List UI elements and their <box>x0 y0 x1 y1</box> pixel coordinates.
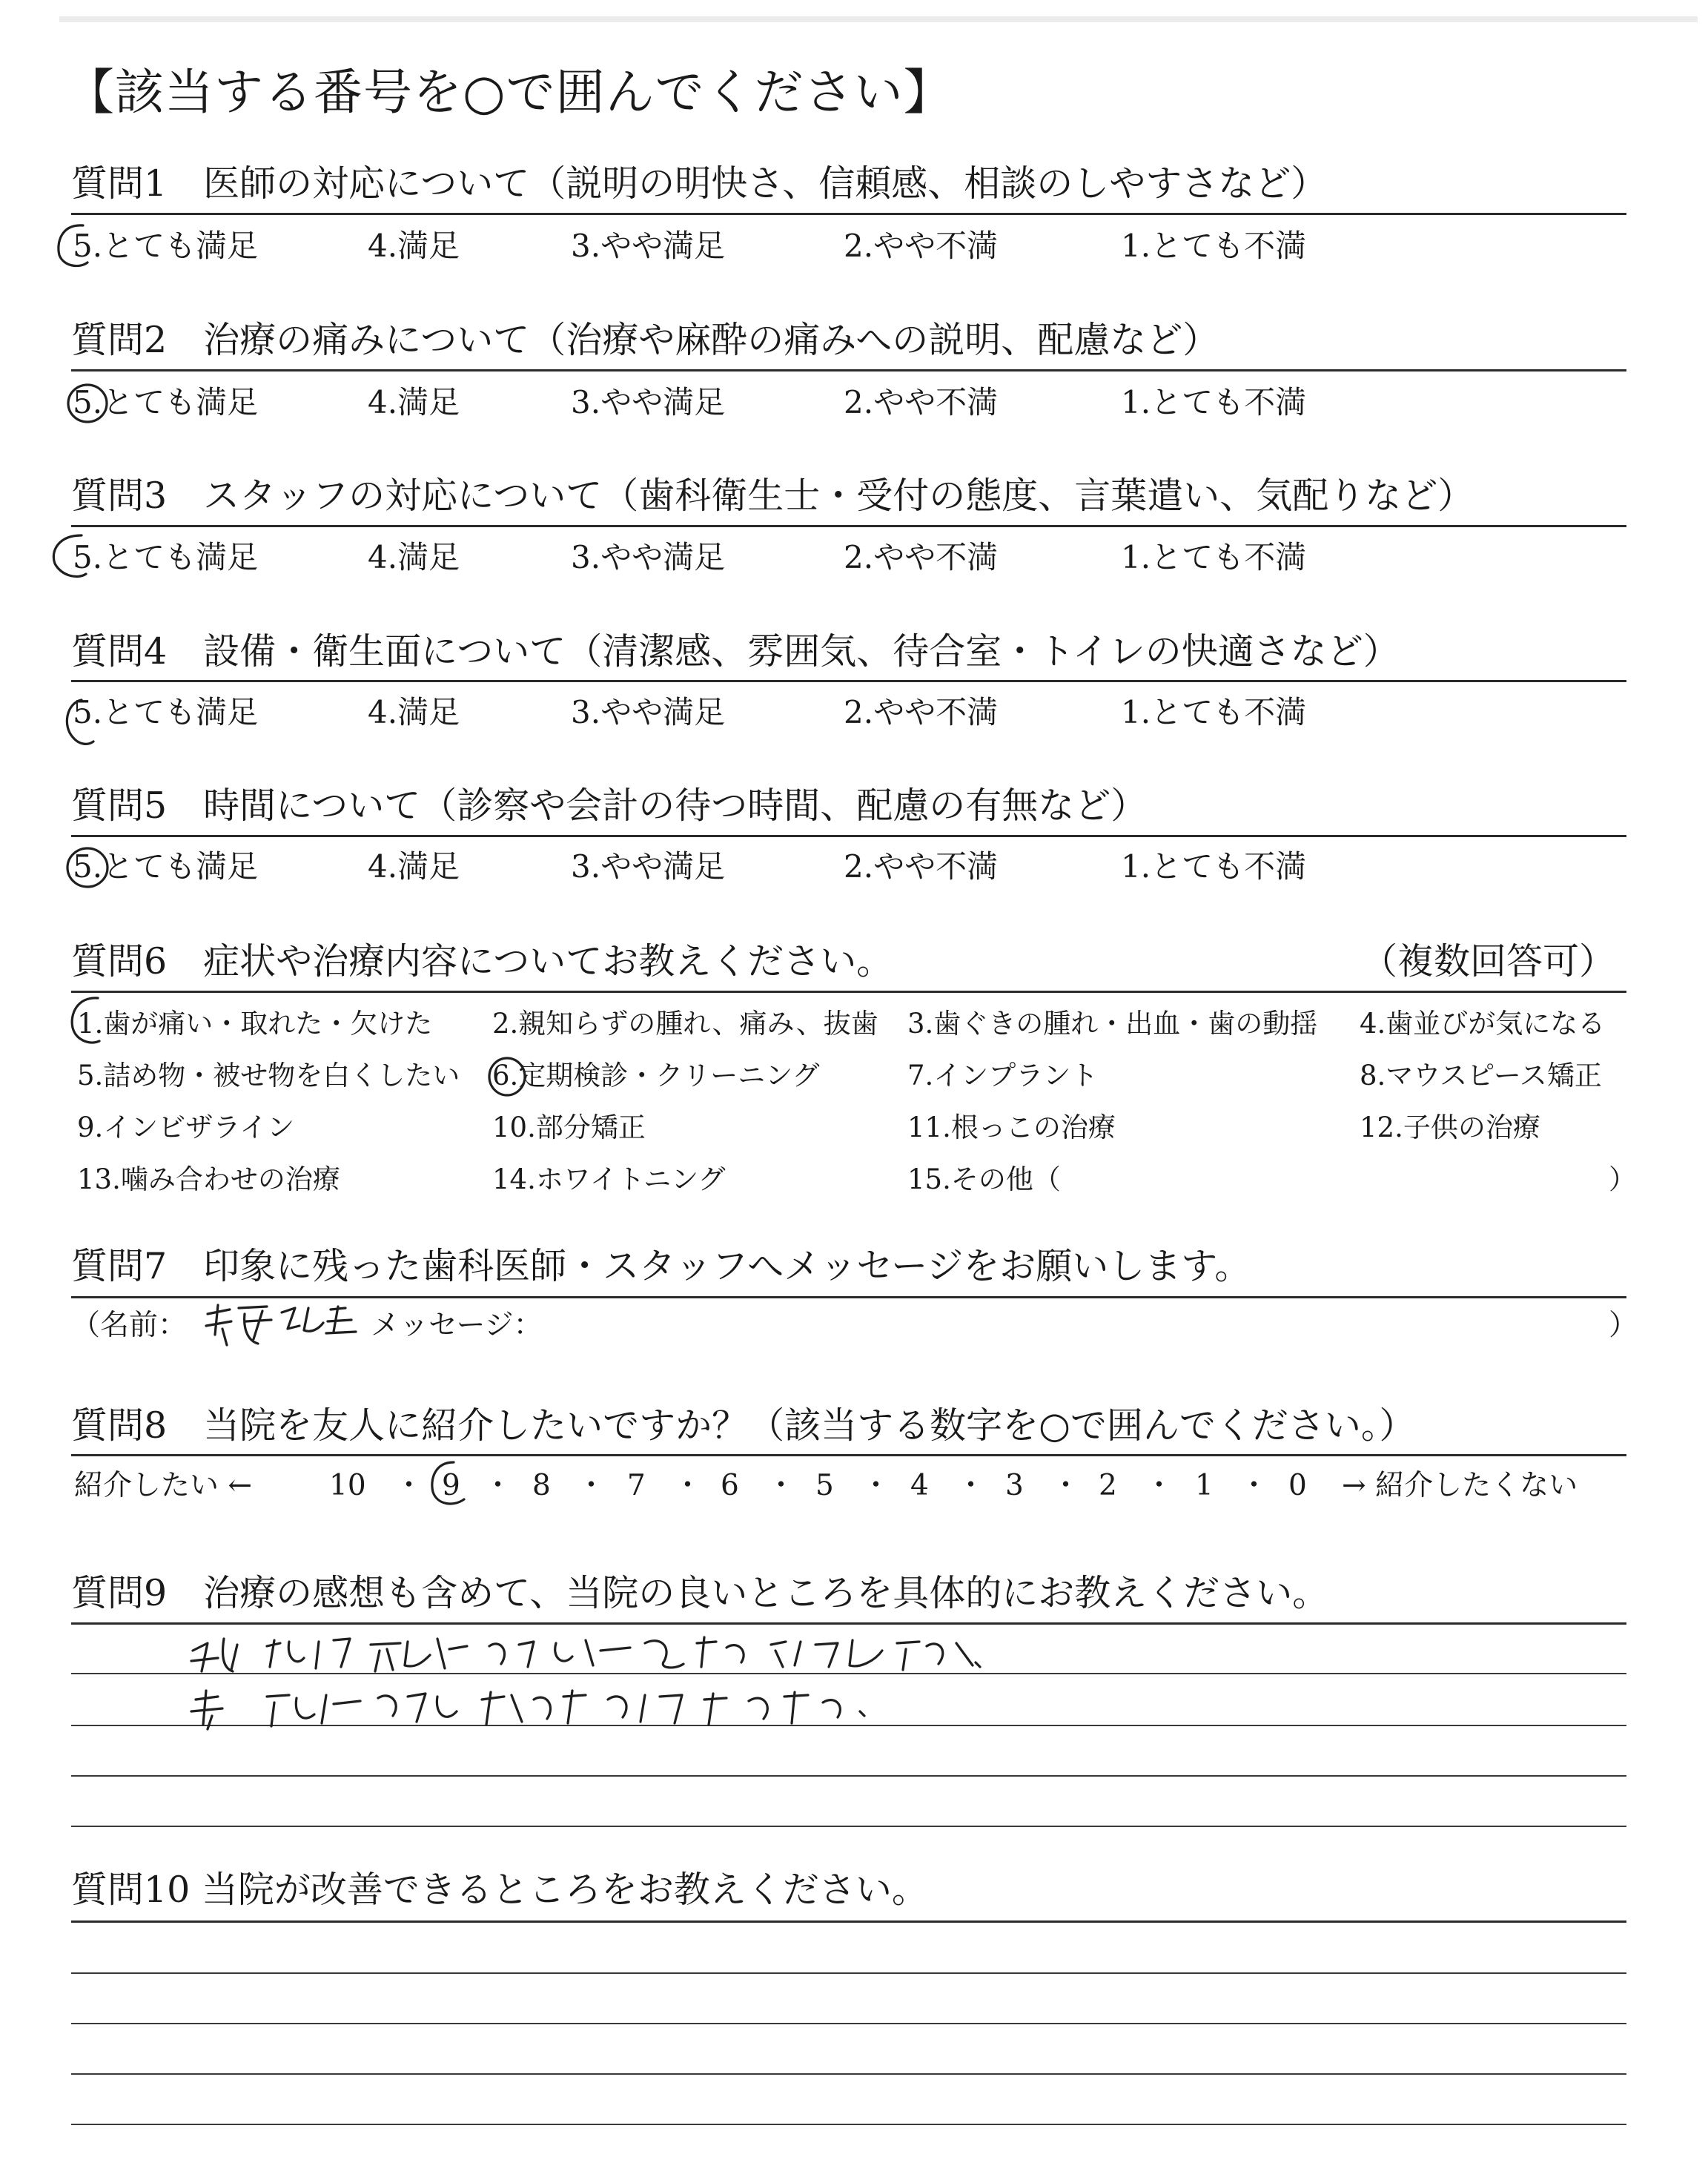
q6-option-10[interactable]: 10.部分矯正 <box>492 1112 646 1143</box>
q8-sep: ・ <box>1145 1469 1174 1502</box>
q4-rule <box>71 680 1626 682</box>
q4-option-1[interactable]: 1.とても不満 <box>1121 694 1307 730</box>
q10-writing-line-3 <box>71 2073 1626 2075</box>
q8-sep: ・ <box>577 1469 606 1502</box>
q6-option-5[interactable]: 5.詰め物・被せ物を白くしたい <box>77 1060 460 1091</box>
q3-option-3[interactable]: 3.やや満足 <box>571 539 726 575</box>
q6-multi-answer-note: （複数回答可） <box>1361 940 1616 982</box>
q7-close-paren: ） <box>1609 1309 1638 1342</box>
q2-option-3[interactable]: 3.やや満足 <box>571 384 726 420</box>
q8-score-3[interactable]: 3 <box>1005 1469 1024 1502</box>
q6-other-close-paren: ） <box>1609 1163 1636 1195</box>
q8-right-label: → 紹介したくない <box>1342 1469 1578 1502</box>
q1-option-4[interactable]: 4.満足 <box>368 228 460 264</box>
q6-option-6[interactable]: 6.定期検診・クリーニング <box>492 1060 820 1091</box>
q8-score-0[interactable]: 0 <box>1288 1469 1307 1502</box>
q2-circle-mark <box>62 380 114 429</box>
q1-option-2[interactable]: 2.やや不満 <box>844 228 999 264</box>
q7-rule <box>71 1296 1626 1298</box>
q2-title: 質問2 治療の痛みについて（治療や麻酔の痛みへの説明、配慮など） <box>71 319 1219 361</box>
q3-circle-mark <box>47 531 114 584</box>
q5-title: 質問5 時間について（診察や会計の待つ時間、配慮の有無など） <box>71 785 1148 827</box>
q2-option-4[interactable]: 4.満足 <box>368 384 460 420</box>
q6-circle-mark-1 <box>64 994 123 1051</box>
q8-sep: ・ <box>767 1469 796 1502</box>
q2-option-2[interactable]: 2.やや不満 <box>844 384 999 420</box>
q10-writing-line-4 <box>71 2124 1626 2125</box>
scan-top-edge <box>59 16 1698 22</box>
q2-option-5[interactable]: 5.とても満足 <box>73 384 259 420</box>
instruction-heading: 【該当する番号を○で囲んでください】 <box>65 64 953 121</box>
q9-handwritten-answer <box>185 1628 1030 1740</box>
q8-sep: ・ <box>394 1469 424 1502</box>
q5-circle-mark <box>61 842 114 893</box>
q8-score-4[interactable]: 4 <box>910 1469 929 1502</box>
q1-option-3[interactable]: 3.やや満足 <box>571 228 726 264</box>
q8-score-8[interactable]: 8 <box>532 1469 551 1502</box>
q4-option-3[interactable]: 3.やや満足 <box>571 694 726 730</box>
q8-circle-mark <box>424 1458 480 1513</box>
q6-option-14[interactable]: 14.ホワイトニング <box>492 1163 726 1195</box>
q1-option-1[interactable]: 1.とても不満 <box>1121 228 1307 264</box>
q6-option-2[interactable]: 2.親知らずの腫れ、痛み、抜歯 <box>492 1008 878 1040</box>
q4-option-5[interactable]: 5.とても満足 <box>73 694 259 730</box>
q8-sep: ・ <box>483 1469 513 1502</box>
q6-option-9[interactable]: 9.インビザライン <box>77 1112 295 1143</box>
q6-title: 質問6 症状や治療内容についてお教えください。 <box>71 940 893 982</box>
q9-writing-line-3 <box>71 1775 1626 1777</box>
q7-title: 質問7 印象に残った歯科医師・スタッフへメッセージをお願いします。 <box>71 1245 1251 1287</box>
q2-option-1[interactable]: 1.とても不満 <box>1121 384 1307 420</box>
q10-title: 質問10 当院が改善できるところをお教えください。 <box>71 1869 928 1911</box>
q1-rule <box>71 213 1626 215</box>
q3-rule <box>71 525 1626 527</box>
q8-score-5[interactable]: 5 <box>815 1469 834 1502</box>
q7-name-label: （名前： <box>71 1309 188 1342</box>
q4-title: 質問4 設備・衛生面について（清潔感、雰囲気、待合室・トイレの快適さなど） <box>71 630 1400 673</box>
q8-score-9[interactable]: 9 <box>442 1469 460 1502</box>
q6-option-1[interactable]: 1.歯が痛い・取れた・欠けた <box>77 1008 433 1040</box>
q2-rule <box>71 369 1626 371</box>
q10-writing-line-2 <box>71 2023 1626 2024</box>
q3-title: 質問3 スタッフの対応について（歯科衛生士・受付の態度、言葉遣い、気配りなど） <box>71 475 1474 517</box>
q6-option-11[interactable]: 11.根っこの治療 <box>907 1112 1116 1143</box>
q6-option-15[interactable]: 15.その他（ <box>907 1163 1061 1195</box>
q5-rule <box>71 835 1626 837</box>
q3-option-2[interactable]: 2.やや不満 <box>844 539 999 575</box>
q8-score-2[interactable]: 2 <box>1099 1469 1117 1502</box>
q5-option-5[interactable]: 5.とても満足 <box>73 848 259 885</box>
q6-option-3[interactable]: 3.歯ぐきの腫れ・出血・歯の動揺 <box>907 1008 1318 1040</box>
q10-writing-line-1 <box>71 1972 1626 1974</box>
q10-rule <box>71 1920 1626 1923</box>
q3-option-1[interactable]: 1.とても不満 <box>1121 539 1307 575</box>
q7-message-label: メッセージ： <box>371 1309 543 1342</box>
q8-sep: ・ <box>956 1469 986 1502</box>
q4-circle-mark <box>59 696 111 752</box>
q1-option-5[interactable]: 5.とても満足 <box>73 228 259 264</box>
q1-title: 質問1 医師の対応について（説明の明快さ、信頼感、相談のしやすさなど） <box>71 162 1328 205</box>
q6-option-4[interactable]: 4.歯並びが気になる <box>1360 1008 1606 1040</box>
q3-option-4[interactable]: 4.満足 <box>368 539 460 575</box>
q4-option-2[interactable]: 2.やや不満 <box>844 694 999 730</box>
q5-option-4[interactable]: 4.満足 <box>368 848 460 885</box>
q8-sep: ・ <box>1051 1469 1081 1502</box>
q8-sep: ・ <box>861 1469 891 1502</box>
q6-option-13[interactable]: 13.噛み合わせの治療 <box>77 1163 340 1195</box>
q7-handwritten-name <box>200 1299 363 1358</box>
q9-writing-line-4 <box>71 1826 1626 1827</box>
q8-rule <box>71 1454 1626 1456</box>
q5-option-3[interactable]: 3.やや満足 <box>571 848 726 885</box>
q5-option-1[interactable]: 1.とても不満 <box>1121 848 1307 885</box>
q6-circle-mark-6 <box>482 1053 534 1102</box>
q9-title: 質問9 治療の感想も含めて、当院の良いところを具体的にお教えください。 <box>71 1572 1329 1614</box>
q8-left-label: 紹介したい ← <box>74 1469 253 1502</box>
q9-rule <box>71 1622 1626 1625</box>
q8-score-7[interactable]: 7 <box>627 1469 646 1502</box>
q5-option-2[interactable]: 2.やや不満 <box>844 848 999 885</box>
q6-option-8[interactable]: 8.マウスピース矯正 <box>1360 1060 1602 1091</box>
q8-score-6[interactable]: 6 <box>721 1469 739 1502</box>
q8-score-10[interactable]: 10 <box>329 1469 366 1502</box>
q3-option-5[interactable]: 5.とても満足 <box>73 539 259 575</box>
q6-rule <box>71 991 1626 993</box>
q1-circle-mark <box>53 221 113 273</box>
q6-option-7[interactable]: 7.インプラント <box>907 1060 1099 1091</box>
q8-sep: ・ <box>1239 1469 1269 1502</box>
q6-option-12[interactable]: 12.子供の治療 <box>1360 1112 1540 1143</box>
q8-score-1[interactable]: 1 <box>1195 1469 1214 1502</box>
q8-title: 質問8 当院を友人に紹介したいですか？（該当する数字を○で囲んでください。） <box>71 1404 1416 1447</box>
q8-sep: ・ <box>673 1469 703 1502</box>
q4-option-4[interactable]: 4.満足 <box>368 694 460 730</box>
